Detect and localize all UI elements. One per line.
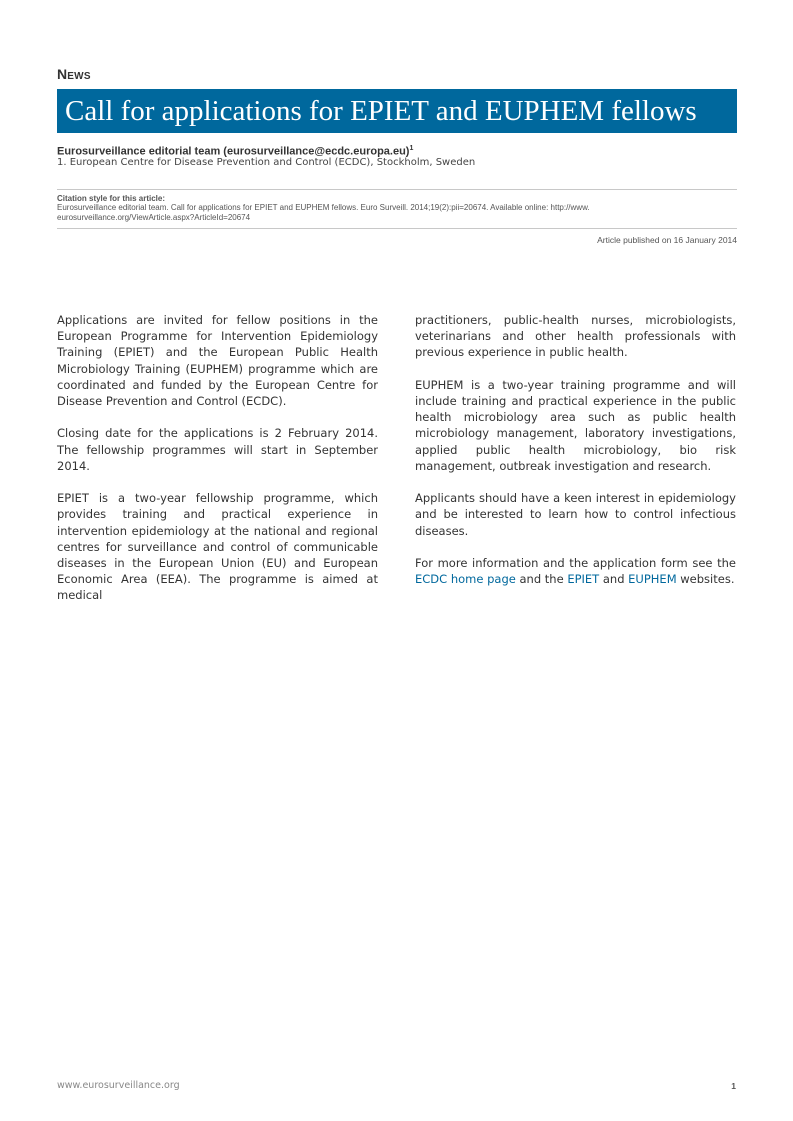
text-run: For more information and the application form see the xyxy=(415,556,736,570)
citation-heading: Citation style for this article: xyxy=(57,194,166,203)
title-banner xyxy=(57,89,737,133)
paragraph: Applications are invited for fellow positions in the European Programme for Intervention Epidemiology Training (EPIET) and the European Public Health Microbiology Training (EUPHEM) programme which are coordinated and funded by the European Centre for Disease Prevention and Control (ECDC). xyxy=(57,313,378,409)
body-column-right xyxy=(415,312,736,604)
divider-top xyxy=(57,189,737,190)
paragraph: Closing date for the applications is 2 February 2014. The fellowship programmes will start in September 2014. xyxy=(57,426,378,473)
author-text: Eurosurveillance editorial team (eurosurveillance@ecdc.europa.eu) xyxy=(57,145,410,158)
author-affiliation: 1. European Centre for Disease Prevention and Control (ECDC), Stockholm, Sweden xyxy=(57,157,476,168)
body-column-left xyxy=(57,312,378,620)
paragraph-more-info xyxy=(415,555,736,587)
paragraph: practitioners, public-health nurses, microbiologists, veterinarians and other health professionals with previous experience in public health. xyxy=(415,313,736,360)
epiet-link[interactable]: EPIET xyxy=(567,572,600,587)
page-number: 1 xyxy=(731,1081,736,1091)
article-title: Call for applications for EPIET and EUPHEM fellows xyxy=(65,95,697,127)
citation-line-1: Eurosurveillance editorial team. Call for applications for EPIET and EUPHEM fellows. Euro Surveill. 2014;19(2):pii=20674. Available online: http://www. xyxy=(57,203,590,212)
divider-bottom xyxy=(57,228,737,229)
text-run: and xyxy=(599,572,629,587)
citation-line-2: eurosurveillance.org/ViewArticle.aspx?ArticleId=20674 xyxy=(57,213,251,222)
paragraph: EPIET is a two-year fellowship programme, which provides training and practical experience in intervention epidemiology at the national and regional centres for surveillance and control of communicable diseases in the European Union (EU) and European Economic Area (EEA). The programme is aimed at medical xyxy=(57,491,378,603)
ecdc-home-page-link[interactable]: ECDC home page xyxy=(415,572,516,587)
paragraph: Applicants should have a keen interest in epidemiology and be interested to learn how to control infectious diseases. xyxy=(415,491,736,538)
section-label: News xyxy=(57,66,91,82)
citation-text xyxy=(57,203,737,223)
paragraph: EUPHEM is a two-year training programme and will include training and practical experience in the public health microbiology area such as public health microbiology management, laboratory investigations, applied public health microbiology, bio risk management, outbreak investigation and research. xyxy=(415,377,736,473)
author-affiliation-mark: 1 xyxy=(409,145,414,152)
footer-url[interactable]: www.eurosurveillance.org xyxy=(57,1080,180,1091)
author-line xyxy=(57,145,413,158)
euphem-link[interactable]: EUPHEM xyxy=(628,572,677,587)
published-date: Article published on 16 January 2014 xyxy=(597,235,737,245)
text-run: websites. xyxy=(676,572,735,587)
text-run: and the xyxy=(515,572,568,587)
